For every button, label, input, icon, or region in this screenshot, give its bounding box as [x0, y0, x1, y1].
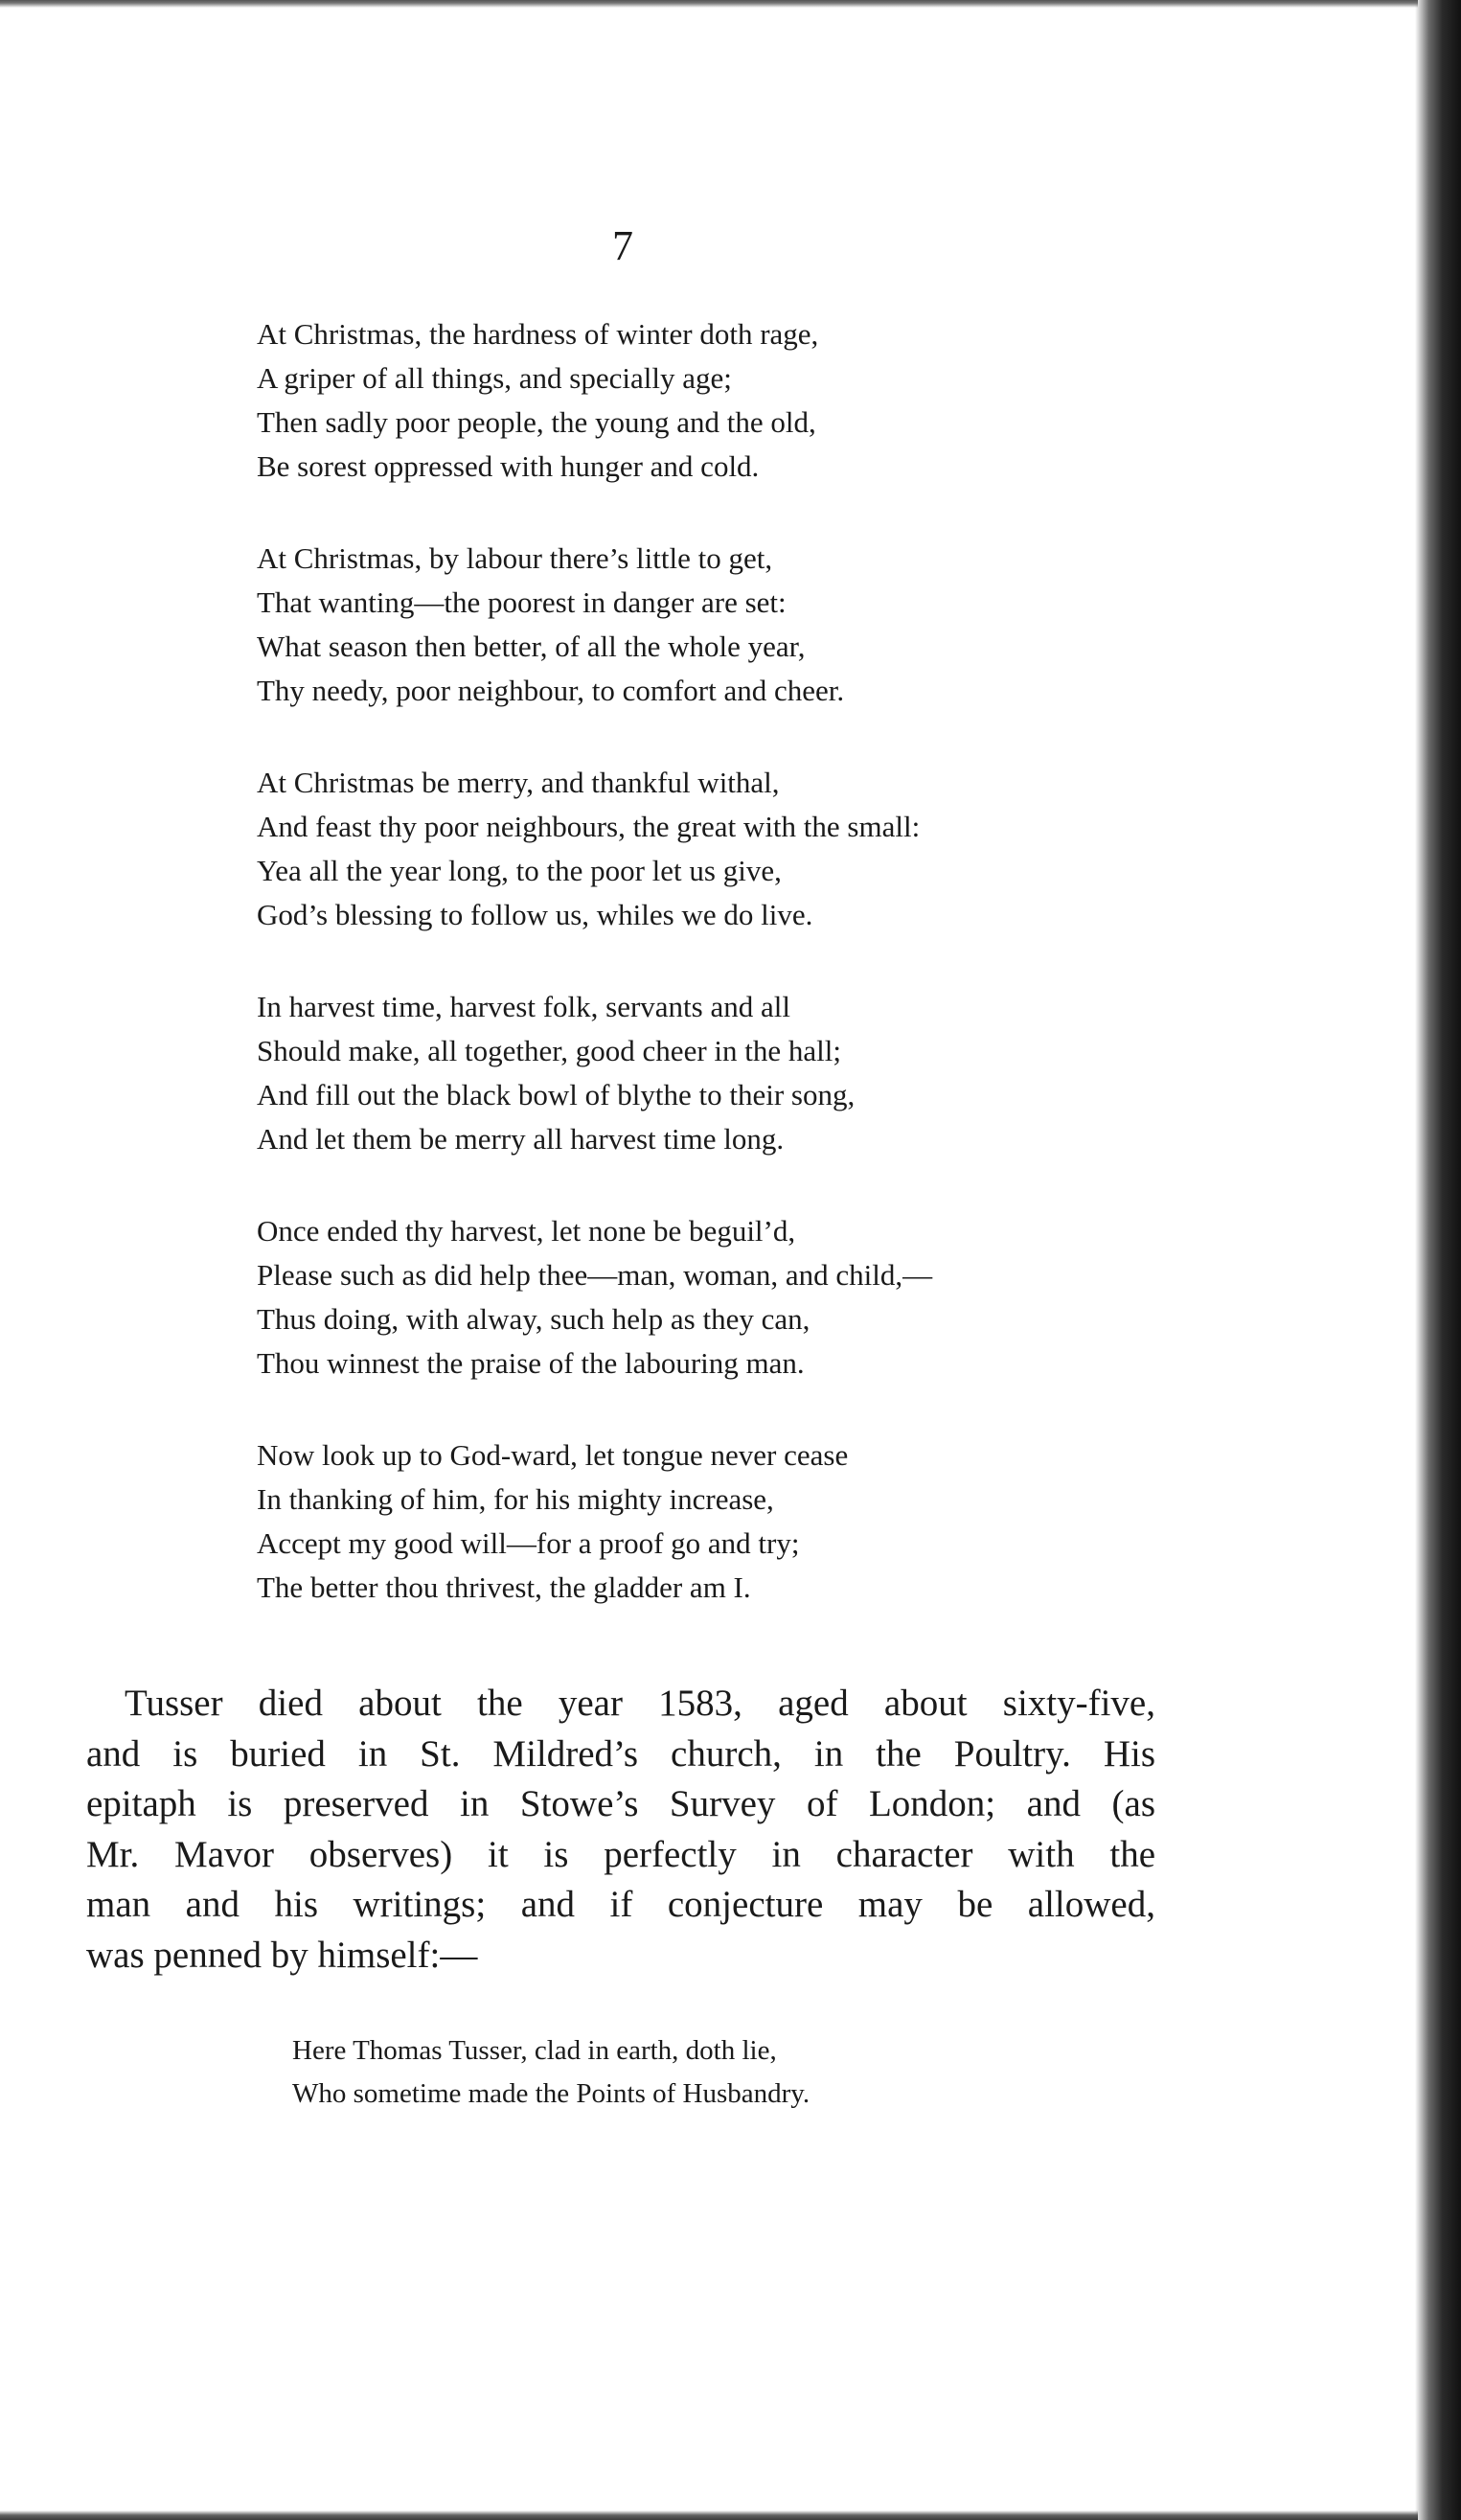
poem-line: Thy needy, poor neighbour, to comfort and cheer.: [257, 674, 845, 707]
top-page-edge: [0, 0, 1418, 8]
stanza: [257, 761, 1119, 937]
epitaph-line: Here Thomas Tusser, clad in earth, doth lie,: [292, 2035, 777, 2066]
right-page-edge-shadow: [1415, 0, 1461, 2520]
poem-line: Yea all the year long, to the poor let us give,: [257, 854, 782, 887]
poem-line: Then sadly poor people, the young and the old,: [257, 405, 816, 439]
poem-line: God’s blessing to follow us, whiles we do live.: [257, 898, 813, 931]
poem-line: At Christmas, the hardness of winter doth rage,: [257, 317, 819, 351]
prose-line: man and his writings; and if conjecture may be allowed,: [86, 1884, 1155, 1925]
poem-line: What season then better, of all the whole year,: [257, 630, 806, 663]
stanza: [257, 985, 1119, 1161]
poem-line: A griper of all things, and specially age;: [257, 361, 732, 395]
poem-line: That wanting—the poorest in danger are set:: [257, 585, 787, 619]
poem-line: Thus doing, with alway, such help as they can,: [257, 1302, 810, 1336]
poem-line: In harvest time, harvest folk, servants and all: [257, 990, 790, 1023]
poem-line: And let them be merry all harvest time long.: [257, 1122, 785, 1156]
poem: [257, 312, 1119, 1610]
poem-line: Accept my good will—for a proof go and try;: [257, 1526, 800, 1560]
poem-line: In thanking of him, for his mighty increase,: [257, 1482, 774, 1516]
poem-line: Now look up to God-ward, let tongue never cease: [257, 1438, 849, 1472]
poem-line: Please such as did help thee—man, woman, and child,—: [257, 1258, 933, 1292]
poem-line: At Christmas, by labour there’s little to get,: [257, 541, 773, 575]
stanza: [257, 537, 1119, 713]
prose-line: Mr. Mavor observes) it is perfectly in character with the: [86, 1833, 1155, 1875]
poem-line: Thou winnest the praise of the labouring man.: [257, 1346, 805, 1380]
poem-line: And feast thy poor neighbours, the great with the small:: [257, 810, 921, 843]
epitaph: [292, 2029, 1059, 2116]
bottom-page-edge: [0, 2510, 1418, 2520]
stanza: [257, 1433, 1119, 1610]
stanza: [257, 1209, 1119, 1386]
prose-line: and is buried in St. Mildred’s church, in the Poultry. His: [86, 1732, 1155, 1775]
poem-line: And fill out the black bowl of blythe to their song,: [257, 1078, 856, 1111]
prose-line: Tusser died about the year 1583, aged about sixty-five,: [125, 1683, 1155, 1724]
poem-line: Be sorest oppressed with hunger and cold.: [257, 449, 760, 483]
stanza: [257, 312, 1119, 489]
prose-paragraph: [86, 1679, 1155, 1981]
page-number: 7: [612, 222, 633, 269]
poem-line: The better thou thrivest, the gladder am I.: [257, 1570, 751, 1604]
poem-line: Once ended thy harvest, let none be beguil’d,: [257, 1214, 796, 1248]
epitaph-line: Who sometime made the Points of Husbandry.: [292, 2078, 810, 2109]
prose-line: epitaph is preserved in Stowe’s Survey of London; and (as: [86, 1783, 1155, 1824]
prose-line: was penned by himself:—: [86, 1934, 478, 1976]
poem-line: Should make, all together, good cheer in the hall;: [257, 1034, 841, 1067]
poem-line: At Christmas be merry, and thankful withal,: [257, 766, 780, 799]
